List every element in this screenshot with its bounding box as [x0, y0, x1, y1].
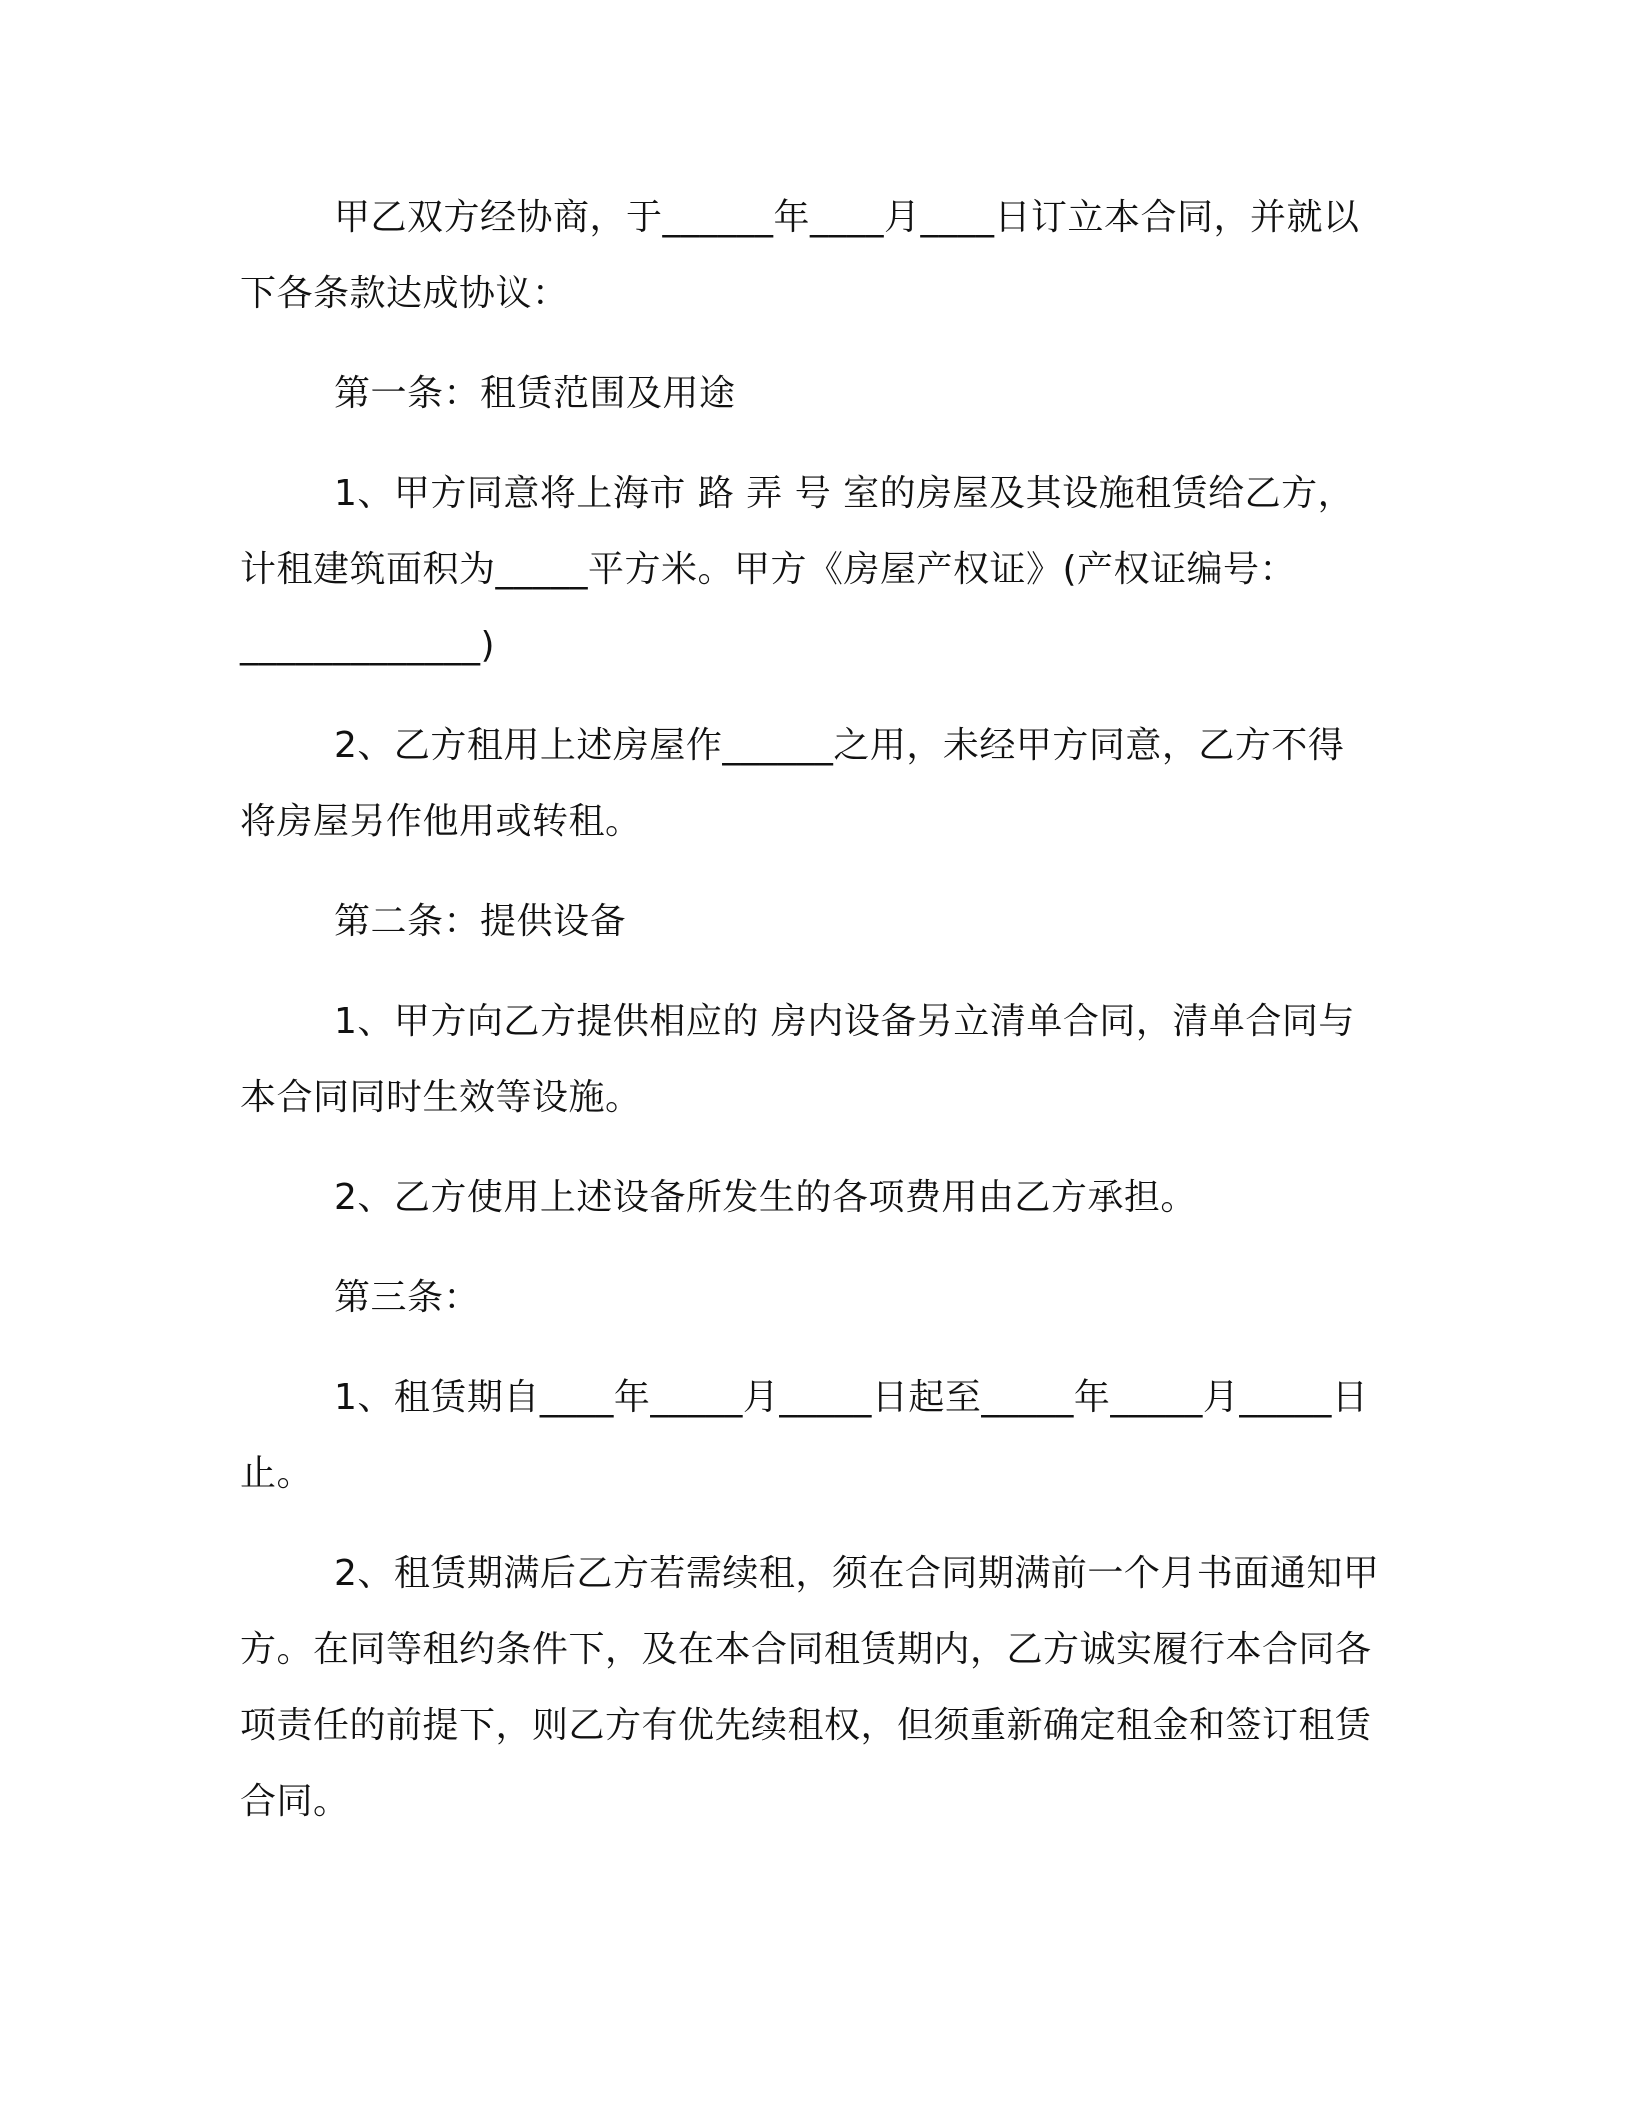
article-3-clause-1: 1、租赁期自____年_____月_____日起至_____年_____月_____日止。	[240, 1377, 1369, 1494]
article-1-clause-2: 2、乙方租用上述房屋作______之用，未经甲方同意，乙方不得将房屋另作他用或转租。	[240, 725, 1345, 842]
article-1-heading: 第一条：租赁范围及用途	[334, 373, 736, 414]
article-1-clause-1: 1、甲方同意将上海市 路 弄 号 室的房屋及其设施租赁给乙方，计租建筑面积为_____平方米。甲方《房屋产权证》(产权证编号：_____________)	[240, 473, 1355, 666]
document-body	[240, 180, 1380, 1840]
article-2-clause-2: 2、乙方使用上述设备所发生的各项费用由乙方承担。	[334, 1177, 1197, 1218]
article-3-heading: 第三条：	[334, 1277, 481, 1318]
article-2-heading: 第二条：提供设备	[334, 901, 627, 942]
article-2-clause-1: 1、甲方向乙方提供相应的 房内设备另立清单合同，清单合同与本合同同时生效等设施。	[240, 1001, 1355, 1118]
intro-paragraph: 甲乙双方经协商，于______年____月____日订立本合同，并就以下各条款达成协议：	[240, 197, 1360, 314]
article-3-clause-2: 2、租赁期满后乙方若需续租，须在合同期满前一个月书面通知甲方。在同等租约条件下，及在本合同租赁期内，乙方诚实履行本合同各项责任的前提下，则乙方有优先续租权，但须重新确定租金和签订租赁合同。	[240, 1553, 1380, 1822]
